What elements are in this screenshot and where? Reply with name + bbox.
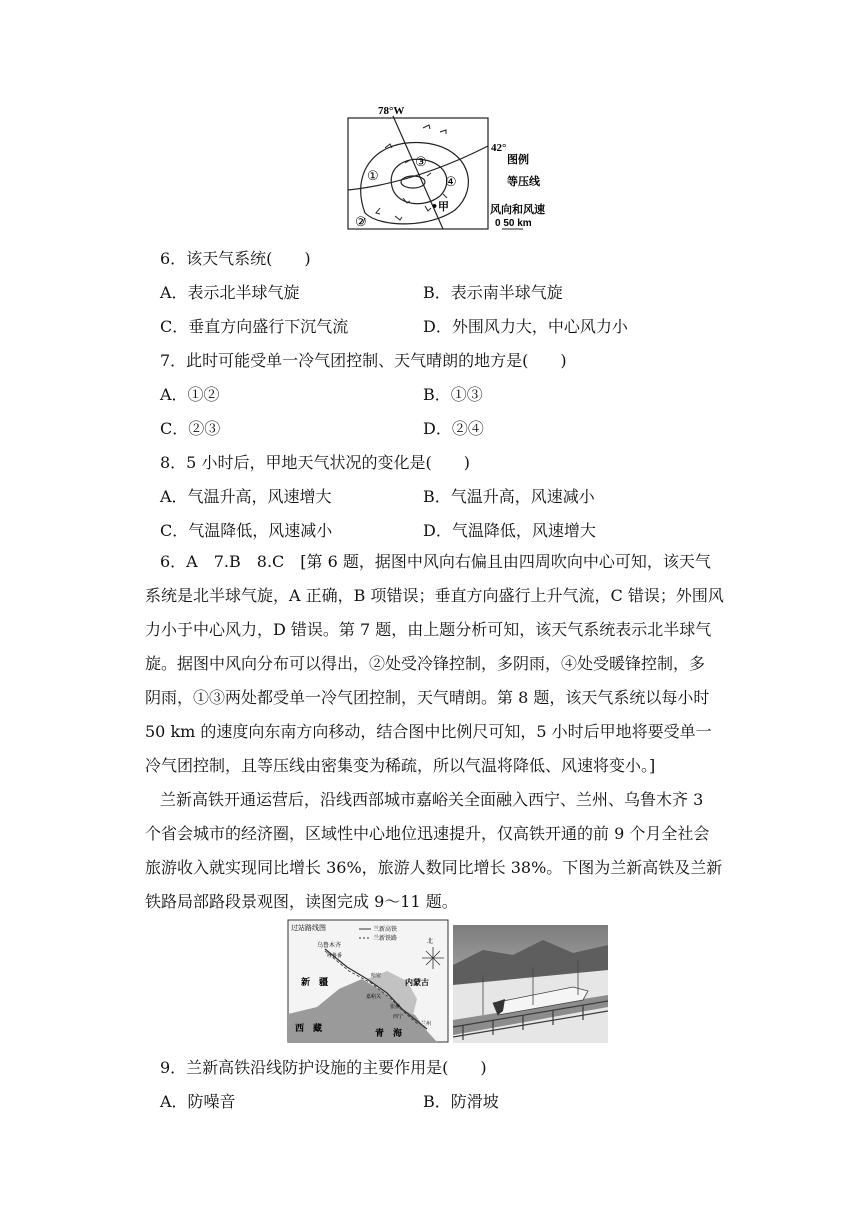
isobar-inner <box>401 176 425 188</box>
question-6-option-c: C．垂直方向盛行下沉气流 <box>160 317 349 336</box>
area-label-1: ① <box>367 169 379 184</box>
meridian-label: 78°W <box>378 105 405 117</box>
city-zhangye: 张掖 <box>390 1004 401 1010</box>
city-urumqi: 乌鲁木齐 <box>317 942 342 949</box>
route-map-figure <box>287 919 449 1043</box>
city-turpan: 吐鲁番 <box>327 953 343 959</box>
question-8-option-a: A．气温升高，风速增大 <box>160 487 332 506</box>
answer-explanation <box>145 545 735 783</box>
question-6-stem: 6．该天气系统( ) <box>160 249 311 268</box>
answer-line: 50 km 的速度向东南方向移动，结合图中比例尺可知，5 小时后甲地将要受单一 <box>145 722 712 741</box>
region-neimenggu: 内蒙古 <box>405 977 429 987</box>
region-qinghai: 青 海 <box>375 1029 403 1039</box>
intro-line: 兰新高铁开通运营后，沿线西部城市嘉峪关全面融入西宁、兰州、乌鲁木齐 3 <box>160 790 704 809</box>
answer-line: 系统是北半球气旋，A 正确，B 项错误；垂直方向盛行上升气流，C 错误；外围风 <box>145 586 724 605</box>
legend-title: 图例 <box>507 154 529 166</box>
intro-line: 个省会城市的经济圈，区域性中心地位迅速提升，仅高铁开通的前 9 个月全社会 <box>145 824 710 843</box>
region-xizang: 西 藏 <box>295 1024 323 1034</box>
intro-paragraph <box>145 783 735 919</box>
city-lanzhou: 兰州 <box>421 1021 432 1027</box>
question-6-option-b: B．表示南半球气旋 <box>423 283 563 302</box>
point-jia-label: •甲 <box>431 200 450 213</box>
question-8-option-c: C．气温降低，风速减小 <box>160 521 333 540</box>
area-label-2: ② <box>355 215 367 230</box>
question-9-option-b: B．防滑坡 <box>423 1092 499 1111</box>
legend-isobar: 等压线 <box>507 176 540 188</box>
area-label-3: ③ <box>415 155 427 170</box>
question-8-option-b: B．气温升高，风速减小 <box>423 487 595 506</box>
question-8-stem: 8．5 小时后，甲地天气状况的变化是( ) <box>160 453 470 472</box>
question-9-option-a: A．防噪音 <box>160 1092 236 1111</box>
question-8-option-d: D．气温降低，风速增大 <box>423 521 596 540</box>
legend-rail-2: 兰新铁路 <box>373 935 398 942</box>
question-7-option-d: D．②④ <box>423 419 484 438</box>
answer-line: 力小于中心风力，D 错误。第 7 题，由上题分析可知，该天气系统表示北半球气 <box>145 620 712 639</box>
legend-rail-1: 兰新高铁 <box>373 926 398 933</box>
intro-line: 铁路局部路段景观图，读图完成 9～11 题。 <box>145 892 458 911</box>
legend-wind: 风向和风速 <box>490 204 545 216</box>
question-6-option-d: D．外围风力大，中心风力小 <box>423 317 628 336</box>
legend-scale: 0 50 km <box>495 218 532 229</box>
high-speed-rail-photo <box>453 925 608 1043</box>
answer-line: 阴雨，①③两处都受单一冷气团控制，天气晴朗。第 8 题，该天气系统以每小时 <box>145 688 710 707</box>
question-9-stem: 9．兰新高铁沿线防护设施的主要作用是( ) <box>160 1058 487 1077</box>
question-7-stem: 7．此时可能受单一冷气团控制、天气晴朗的地方是( ) <box>160 351 567 370</box>
question-7-option-b: B．①③ <box>423 385 483 404</box>
city-xining: 西宁 <box>393 1014 404 1020</box>
city-hami: 哈密 <box>371 973 382 979</box>
area-label-4: ④ <box>445 175 457 190</box>
question-7-option-c: C．②③ <box>160 419 221 438</box>
answer-line: 冷气团控制，且等压线由密集变为稀疏，所以气温将降低、风速将变小。] <box>145 756 656 775</box>
weather-system-figure <box>345 98 555 234</box>
question-7-option-a: A．①② <box>160 385 220 404</box>
intro-line: 旅游收入就实现同比增长 36%，旅游人数同比增长 38%。下图为兰新高铁及兰新 <box>145 858 723 877</box>
answer-line: 6．A 7.B 8.C [第 6 题，据图中风向右偏且由四周吹向中心可知，该天气 <box>160 552 711 571</box>
map-title: 过站路线图 <box>291 924 326 932</box>
question-6-option-a: A．表示北半球气旋 <box>160 283 300 302</box>
parallel-label: 42° <box>491 142 507 154</box>
region-xinjiang: 新 疆 <box>301 978 329 988</box>
city-jiayuguan: 嘉峪关 <box>366 994 382 1000</box>
answer-line: 旋。据图中风向分布可以得出，②处受冷锋控制，多阴雨，④处受暖锋控制，多 <box>145 654 706 673</box>
north-label: 北 <box>427 938 434 945</box>
